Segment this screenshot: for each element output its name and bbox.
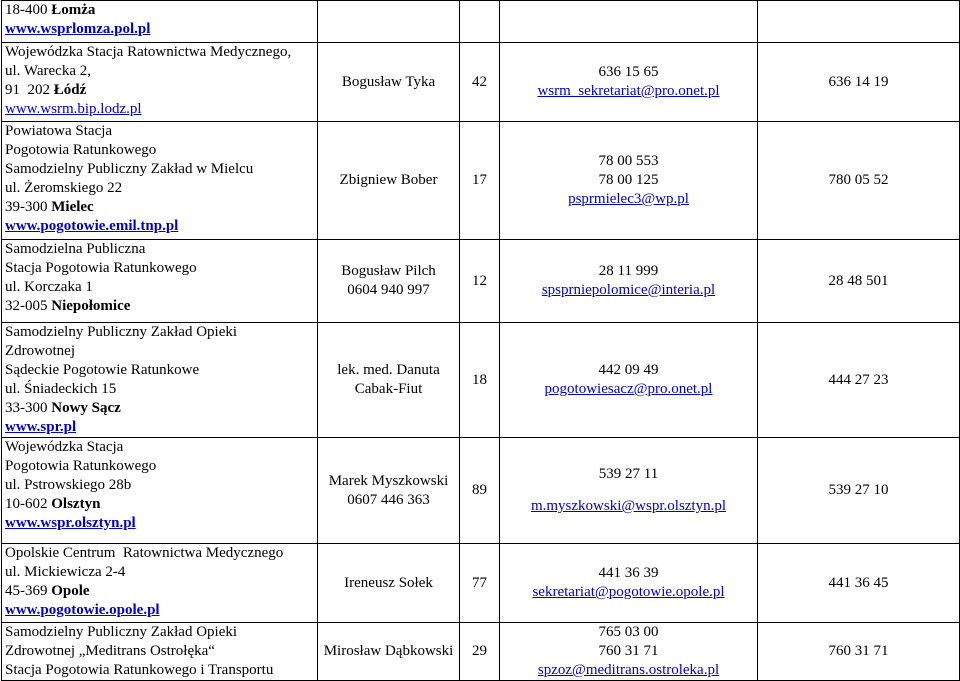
director-cell bbox=[318, 323, 460, 438]
address-line bbox=[5, 179, 314, 198]
address-line bbox=[5, 43, 314, 62]
contact-cell bbox=[500, 323, 758, 438]
count-cell bbox=[460, 438, 500, 544]
phone-number: 636 15 65 bbox=[598, 64, 659, 80]
address-text: Samodzielny Publiczny Zakład Opieki bbox=[5, 624, 238, 640]
address-text: Samodzielna Publiczna bbox=[5, 241, 146, 257]
fax-cell bbox=[758, 438, 960, 544]
fax-cell bbox=[758, 623, 960, 681]
address-line bbox=[5, 399, 314, 418]
email-link[interactable]: psprmielec3@wp.pl bbox=[568, 191, 689, 207]
address-line bbox=[5, 297, 314, 316]
website-link[interactable]: www.pogotowie.opole.pl bbox=[5, 602, 160, 618]
staff-count: 89 bbox=[472, 482, 487, 498]
director-name: Zbigniew Bober bbox=[339, 172, 438, 188]
address-cell bbox=[2, 1, 318, 43]
phone-number: 539 27 11 bbox=[598, 466, 659, 482]
contact-cell bbox=[500, 43, 758, 122]
address-line bbox=[5, 642, 314, 661]
staff-count: 77 bbox=[472, 574, 487, 591]
address-cell bbox=[2, 544, 318, 623]
address-text: ul. Mickiewicza 2-4 bbox=[5, 564, 126, 580]
address-cell bbox=[2, 240, 318, 323]
phone-number: 765 03 00 bbox=[598, 624, 659, 640]
address-text: 10-602 bbox=[5, 496, 52, 512]
email-link[interactable]: pogotowiesacz@pro.onet.pl bbox=[544, 381, 713, 397]
director-cell bbox=[318, 544, 460, 623]
address-line bbox=[5, 476, 314, 495]
address-line bbox=[5, 160, 314, 179]
fax-cell bbox=[758, 544, 960, 623]
staff-count: 17 bbox=[472, 172, 487, 188]
address-text: Powiatowa Stacja bbox=[5, 123, 113, 139]
fax-cell bbox=[758, 240, 960, 323]
address-text: 91 202 bbox=[5, 82, 54, 98]
address-line bbox=[5, 198, 314, 217]
address-line bbox=[5, 217, 314, 236]
address-line bbox=[5, 81, 314, 100]
count-cell bbox=[460, 43, 500, 122]
table-row bbox=[2, 240, 960, 323]
address-line bbox=[5, 380, 314, 399]
phone-number: 760 31 71 bbox=[598, 643, 659, 659]
count-cell bbox=[460, 122, 500, 240]
table-row bbox=[2, 544, 960, 623]
address-line bbox=[5, 361, 314, 380]
address-text: Samodzielny Publiczny Zakład w Mielcu bbox=[5, 161, 254, 177]
phone-number: 442 09 49 bbox=[598, 362, 659, 378]
address-text: Wojewódzka Stacja Ratownictwa Medycznego, bbox=[5, 44, 292, 60]
fax-cell bbox=[758, 323, 960, 438]
count-cell bbox=[460, 623, 500, 681]
count-cell bbox=[460, 240, 500, 323]
director-name: Bogusław Tyka bbox=[341, 73, 436, 90]
staff-count: 12 bbox=[472, 272, 487, 289]
contact-cell bbox=[500, 1, 758, 43]
phone-number: 441 36 39 bbox=[598, 565, 659, 581]
address-text: ul. Warecka 2, bbox=[5, 63, 91, 79]
address-text: Wojewódzka Stacja bbox=[5, 439, 124, 455]
director-name: Ireneusz Sołek bbox=[344, 574, 433, 591]
address-text: 33-300 bbox=[5, 400, 52, 416]
address-line bbox=[5, 141, 314, 160]
address-line bbox=[5, 495, 314, 514]
address-line bbox=[5, 278, 314, 297]
city-name: Olsztyn bbox=[51, 496, 101, 512]
director-cell bbox=[318, 122, 460, 240]
city-name: Łódź bbox=[53, 82, 87, 98]
staff-count: 42 bbox=[472, 73, 487, 90]
address-cell bbox=[2, 623, 318, 681]
contact-cell bbox=[500, 438, 758, 544]
city-name: Nowy Sącz bbox=[51, 400, 121, 416]
director-cell bbox=[318, 1, 460, 43]
fax-number: 441 36 45 bbox=[828, 574, 889, 591]
address-cell bbox=[2, 122, 318, 240]
table-row bbox=[2, 323, 960, 438]
address-text: Stacja Pogotowia Ratunkowego i Transportu bbox=[5, 662, 274, 678]
address-line bbox=[5, 438, 314, 457]
director-name: Mirosław Dąbkowski bbox=[323, 643, 454, 659]
fax-cell bbox=[758, 1, 960, 43]
director-name: Marek Myszkowski bbox=[328, 472, 449, 489]
count-cell bbox=[460, 544, 500, 623]
contact-cell bbox=[500, 544, 758, 623]
address-text: 39-300 bbox=[5, 199, 52, 215]
address-line bbox=[5, 342, 314, 361]
address-cell bbox=[2, 438, 318, 544]
phone-number: 78 00 553 bbox=[598, 153, 659, 169]
contact-cell bbox=[500, 122, 758, 240]
director-phone: 0607 446 363 bbox=[347, 491, 430, 508]
website-link[interactable]: www.spr.pl bbox=[5, 419, 77, 435]
address-text: Stacja Pogotowia Ratunkowego bbox=[5, 260, 197, 276]
director-phone: 0604 940 997 bbox=[347, 282, 430, 298]
address-line bbox=[5, 623, 314, 642]
address-text: ul. Pstrowskiego 28b bbox=[5, 477, 132, 493]
address-text: Samodzielny Publiczny Zakład Opieki bbox=[5, 324, 238, 340]
fax-number: 636 14 19 bbox=[828, 73, 889, 90]
address-line bbox=[5, 563, 314, 582]
address-text: 32-005 bbox=[5, 298, 52, 314]
website-link[interactable]: www.wsprlomza.pol.pl bbox=[5, 21, 151, 37]
contact-cell bbox=[500, 240, 758, 323]
address-line bbox=[5, 323, 314, 342]
address-cell bbox=[2, 323, 318, 438]
address-line bbox=[5, 661, 314, 680]
stations-table bbox=[1, 0, 960, 681]
contact-cell bbox=[500, 623, 758, 681]
director-cell bbox=[318, 43, 460, 122]
count-cell bbox=[460, 323, 500, 438]
address-text: ul. Żeromskiego 22 bbox=[5, 180, 123, 196]
table-row bbox=[2, 623, 960, 681]
director-cell bbox=[318, 438, 460, 544]
city-name: Łomża bbox=[51, 2, 96, 18]
fax-cell bbox=[758, 43, 960, 122]
address-line bbox=[5, 1, 314, 20]
address-text: Opolskie Centrum Ratownictwa Medycznego bbox=[5, 545, 284, 561]
address-line bbox=[5, 62, 314, 81]
website-link[interactable]: www.pogotowie.emil.tnp.pl bbox=[5, 218, 179, 234]
address-line bbox=[5, 582, 314, 601]
fax-number: 780 05 52 bbox=[828, 172, 889, 188]
table-row bbox=[2, 43, 960, 122]
address-text: Zdrowotnej bbox=[5, 343, 75, 359]
director-name: Bogusław Pilch bbox=[341, 263, 436, 279]
address-line bbox=[5, 544, 314, 563]
address-text: ul. Korczaka 1 bbox=[5, 279, 93, 295]
address-text: ul. Śniadeckich 15 bbox=[5, 381, 117, 397]
city-name: Opole bbox=[51, 583, 90, 599]
address-text: 18-400 bbox=[5, 2, 52, 18]
address-line bbox=[5, 418, 314, 437]
staff-count: 29 bbox=[472, 643, 487, 659]
email-link[interactable]: spzoz@meditrans.ostroleka.pl bbox=[537, 662, 720, 678]
staff-count: 18 bbox=[472, 371, 487, 388]
email-link[interactable]: m.myszkowski@wspr.olsztyn.pl bbox=[530, 498, 727, 514]
address-line bbox=[5, 259, 314, 278]
address-line bbox=[5, 100, 314, 119]
fax-number: 539 27 10 bbox=[828, 482, 889, 498]
fax-cell bbox=[758, 122, 960, 240]
table-row bbox=[2, 438, 960, 544]
address-line bbox=[5, 514, 314, 533]
address-text: Pogotowia Ratunkowego bbox=[5, 458, 157, 474]
address-text: 45-369 bbox=[5, 583, 52, 599]
director-cell bbox=[318, 240, 460, 323]
city-name: Niepołomice bbox=[51, 298, 131, 314]
director-name: lek. med. Danuta bbox=[337, 362, 440, 378]
phone-number: 78 00 125 bbox=[598, 172, 659, 188]
director-name: Cabak-Fiut bbox=[354, 381, 423, 397]
address-cell bbox=[2, 43, 318, 122]
fax-number: 444 27 23 bbox=[828, 371, 889, 388]
phone-number: 28 11 999 bbox=[598, 263, 659, 279]
address-line bbox=[5, 457, 314, 476]
email-link[interactable]: spsprniepolomice@interia.pl bbox=[541, 282, 716, 298]
address-line bbox=[5, 240, 314, 259]
address-text: Pogotowia Ratunkowego bbox=[5, 142, 157, 158]
table-row bbox=[2, 1, 960, 43]
website-link[interactable]: www.wsrm.bip.lodz.pl bbox=[5, 101, 142, 117]
count-cell bbox=[460, 1, 500, 43]
address-line bbox=[5, 20, 314, 39]
website-link[interactable]: www.wspr.olsztyn.pl bbox=[5, 515, 136, 531]
city-name: Mielec bbox=[51, 199, 94, 215]
fax-number: 760 31 71 bbox=[828, 643, 889, 659]
table-row bbox=[2, 122, 960, 240]
address-line bbox=[5, 601, 314, 620]
address-text: Zdrowotnej „Meditrans Ostrołęka“ bbox=[5, 643, 215, 659]
director-cell bbox=[318, 623, 460, 681]
email-link[interactable]: wsrm_sekretariat@pro.onet.pl bbox=[537, 83, 720, 99]
address-text: Sądeckie Pogotowie Ratunkowe bbox=[5, 362, 200, 378]
email-link[interactable]: sekretariat@pogotowie.opole.pl bbox=[532, 584, 725, 600]
fax-number: 28 48 501 bbox=[828, 272, 889, 289]
address-line bbox=[5, 122, 314, 141]
